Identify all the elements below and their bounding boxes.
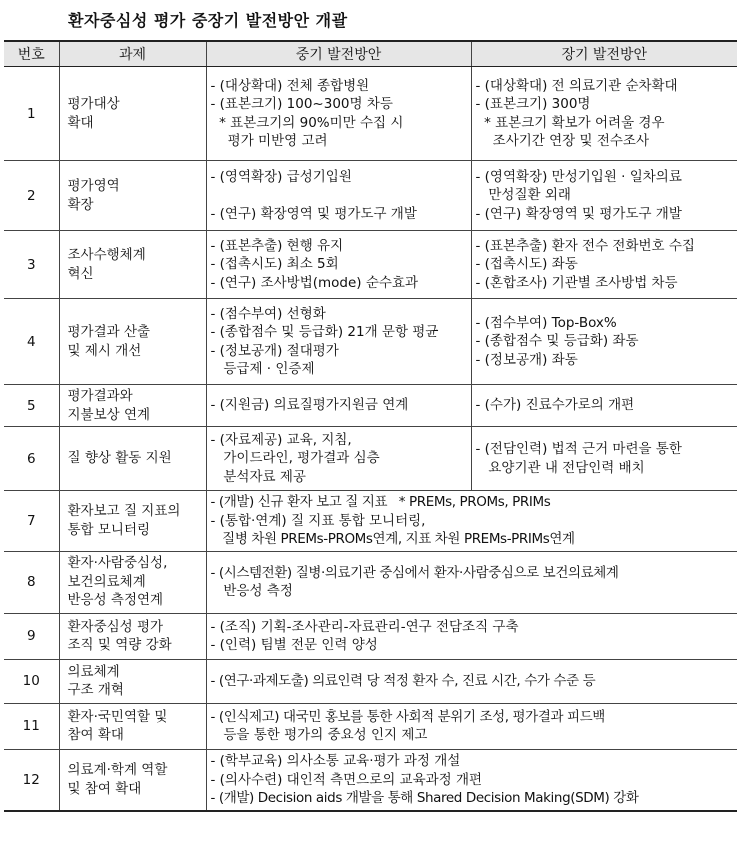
table-row xyxy=(4,161,737,231)
cell-line: - (정보공개) 좌동 xyxy=(475,351,578,368)
task-cell xyxy=(59,385,206,427)
page-title: 환자중심성 평가 중장기 발전방안 개괄 xyxy=(68,11,348,30)
long-term-cell xyxy=(471,385,737,427)
table-row xyxy=(4,385,737,427)
cell-line: 확장 xyxy=(67,196,94,213)
task-cell xyxy=(59,613,206,659)
table-row xyxy=(4,551,737,613)
cell-line: - (의사수련) 대인적 측면으로의 교육과정 개편 xyxy=(210,771,483,788)
cell-line: 혁신 xyxy=(67,265,94,282)
cell-line: - (연구) 조사방법(mode) 순수효과 xyxy=(210,274,419,291)
cell-line: 질병 차원 PREMs-PROMs연계, 지표 차원 PREMs-PRIMs연계 xyxy=(210,531,575,547)
task-cell xyxy=(59,491,206,552)
cell-line: 평가결과 산출 xyxy=(67,324,151,340)
cell-line: 평가영역 xyxy=(67,178,120,194)
cell-line: 지불보상 연계 xyxy=(67,406,151,423)
cell-line: - (점수부여) 선형화 xyxy=(210,305,326,322)
cell-line: 만성질환 외래 xyxy=(475,187,571,204)
cell-line: 구조 개혁 xyxy=(67,682,124,698)
cell-line: - (종합점수 및 등급화) 21개 문항 평균 xyxy=(210,324,439,340)
mid-term-cell xyxy=(206,299,471,385)
table-header-row xyxy=(4,41,737,67)
cell-line: 의료계·학계 역할 xyxy=(67,762,168,779)
cell-line: 평가 미반영 고려 xyxy=(210,133,328,149)
task-cell xyxy=(59,67,206,161)
cell-line: 반응성 측정 xyxy=(210,583,293,599)
cell-line: 및 제시 개선 xyxy=(67,342,142,359)
cell-line: 등을 통한 평가의 중요성 인지 제고 xyxy=(210,727,428,743)
cell-line: - (개발) Decision aids 개발을 통해 Shared Decision Making(SDM) 강화 xyxy=(210,790,639,806)
task-cell xyxy=(59,161,206,231)
mid-term-cell xyxy=(206,427,471,491)
table-row xyxy=(4,67,737,161)
table-row xyxy=(4,703,737,749)
cell-line: - (영역확장) 만성기입원 · 일차의료 xyxy=(475,168,682,185)
table-body xyxy=(4,67,737,812)
combined-plan-cell xyxy=(206,703,737,749)
mid-term-cell xyxy=(206,67,471,161)
long-term-cell xyxy=(471,161,737,231)
header-task: 과제 xyxy=(59,41,206,67)
cell-line: - (조직) 기획-조사관리-자료관리-연구 전담조직 구축 xyxy=(210,618,519,635)
table-row xyxy=(4,749,737,811)
header-mid-term: 중기 발전방안 xyxy=(206,41,471,67)
table-row xyxy=(4,659,737,703)
long-term-cell xyxy=(471,67,737,161)
row-number: 8 xyxy=(4,551,59,613)
cell-line: - (인력) 팀별 전문 인력 양성 xyxy=(210,637,378,653)
row-number: 4 xyxy=(4,299,59,385)
row-number: 9 xyxy=(4,613,59,659)
long-term-cell xyxy=(471,427,737,491)
cell-line: - (인식제고) 대국민 홍보를 통한 사회적 분위기 조성, 평가결과 피드백 xyxy=(210,708,605,725)
table-row xyxy=(4,491,737,552)
plan-table xyxy=(4,40,737,812)
row-number: 11 xyxy=(4,703,59,749)
cell-line: 조직 및 역량 강화 xyxy=(67,637,172,653)
task-cell xyxy=(59,299,206,385)
cell-line: 반응성 측정연계 xyxy=(67,592,164,609)
cell-line: - (학부교육) 의사소통 교육·평가 과정 개설 xyxy=(210,753,461,769)
task-cell xyxy=(59,749,206,811)
cell-line: 참여 확대 xyxy=(67,727,124,743)
cell-line: 요양기관 내 전담인력 배치 xyxy=(475,459,645,476)
cell-line: 조사수행체계 xyxy=(67,247,146,263)
cell-line: 확대 xyxy=(67,114,94,131)
row-number: 6 xyxy=(4,427,59,491)
cell-line: - (혼합조사) 기관별 조사방법 차등 xyxy=(475,274,678,291)
cell-line: 의료체계 xyxy=(67,663,120,680)
row-number: 10 xyxy=(4,659,59,703)
cell-line: 보건의료체계 xyxy=(67,573,146,590)
cell-line: - (개발) 신규 환자 보고 질 지표 * PREMs, PROMs, PRIMs xyxy=(210,494,551,510)
row-number: 3 xyxy=(4,231,59,299)
blank-line xyxy=(211,186,467,205)
cell-line: - (표본크기) 300명 xyxy=(475,96,591,112)
task-cell xyxy=(59,703,206,749)
table-row xyxy=(4,427,737,491)
cell-line: 평가결과와 xyxy=(67,388,133,404)
mid-term-cell xyxy=(206,231,471,299)
cell-line: - (표본추출) 현행 유지 xyxy=(210,237,344,254)
combined-plan-cell xyxy=(206,659,737,703)
task-cell xyxy=(59,659,206,703)
cell-line: - (접촉시도) 좌동 xyxy=(475,256,578,273)
task-cell xyxy=(59,427,206,491)
cell-line: - (전담인력) 법적 근거 마련을 통한 xyxy=(475,441,682,457)
row-number: 2 xyxy=(4,161,59,231)
cell-line: - (영역확장) 급성기입원 xyxy=(210,168,352,185)
cell-line: 환자·사람중심성, xyxy=(67,555,168,572)
cell-line: - (자료제공) 교육, 지침, xyxy=(210,431,352,448)
cell-line: - (연구) 확장영역 및 평가도구 개발 xyxy=(475,205,682,222)
cell-line: - (접촉시도) 최소 5회 xyxy=(210,256,339,273)
cell-line: - (표본크기) 100~300명 차등 xyxy=(210,96,393,112)
cell-line: 환자중심성 평가 xyxy=(67,618,164,635)
cell-line: - (표본추출) 환자 전수 전화번호 수집 xyxy=(475,237,695,254)
combined-plan-cell xyxy=(206,613,737,659)
mid-term-cell xyxy=(206,161,471,231)
table-row xyxy=(4,231,737,299)
cell-line: 통합 모니터링 xyxy=(67,521,151,538)
long-term-cell xyxy=(471,231,737,299)
cell-line: - (점수부여) Top-Box% xyxy=(475,314,617,331)
header-long-term: 장기 발전방안 xyxy=(471,41,737,67)
cell-line: 가이드라인, 평가결과 심층 xyxy=(210,450,380,467)
cell-line: 질 향상 활동 지원 xyxy=(67,450,172,467)
cell-line: - (수가) 진료수가로의 개편 xyxy=(475,397,635,414)
cell-line: 환자·국민역할 및 xyxy=(67,708,168,725)
row-number: 1 xyxy=(4,67,59,161)
row-number: 5 xyxy=(4,385,59,427)
task-cell xyxy=(59,231,206,299)
combined-plan-cell xyxy=(206,491,737,552)
row-number: 12 xyxy=(4,749,59,811)
task-cell xyxy=(59,551,206,613)
cell-line: - (연구·과제도출) 의료인력 당 적정 환자 수, 진료 시간, 수가 수준 등 xyxy=(210,672,596,689)
cell-line: - (통합·연계) 질 지표 통합 모니터링, xyxy=(210,512,426,529)
table-row xyxy=(4,613,737,659)
cell-line: 평가대상 xyxy=(67,96,120,112)
cell-line: * 표본크기 확보가 어려울 경우 xyxy=(475,114,665,131)
cell-line: - (대상확대) 전체 종합병원 xyxy=(210,77,370,94)
cell-line: 분석자료 제공 xyxy=(210,468,306,485)
cell-line: 조사기간 연장 및 전수조사 xyxy=(475,133,649,149)
long-term-cell xyxy=(471,299,737,385)
combined-plan-cell xyxy=(206,749,737,811)
cell-line: - (종합점수 및 등급화) 좌동 xyxy=(475,333,639,350)
mid-term-cell xyxy=(206,385,471,427)
table-row xyxy=(4,299,737,385)
cell-line: - (지원금) 의료질평가지원금 연계 xyxy=(210,397,409,414)
cell-line: 및 참여 확대 xyxy=(67,780,142,797)
row-number: 7 xyxy=(4,491,59,552)
cell-line: 등급제 · 인증제 xyxy=(210,361,315,377)
combined-plan-cell xyxy=(206,551,737,613)
cell-line: 환자보고 질 지표의 xyxy=(67,503,181,520)
cell-line: - (대상확대) 전 의료기관 순차확대 xyxy=(475,77,678,94)
cell-line: - (연구) 확장영역 및 평가도구 개발 xyxy=(210,205,417,222)
cell-line: - (정보공개) 절대평가 xyxy=(210,342,339,359)
header-num: 번호 xyxy=(4,41,59,67)
cell-line: - (시스템전환) 질병·의료기관 중심에서 환자·사람중심으로 보건의료체계 xyxy=(210,564,619,581)
cell-line: * 표본크기의 90%미만 수집 시 xyxy=(210,114,404,131)
